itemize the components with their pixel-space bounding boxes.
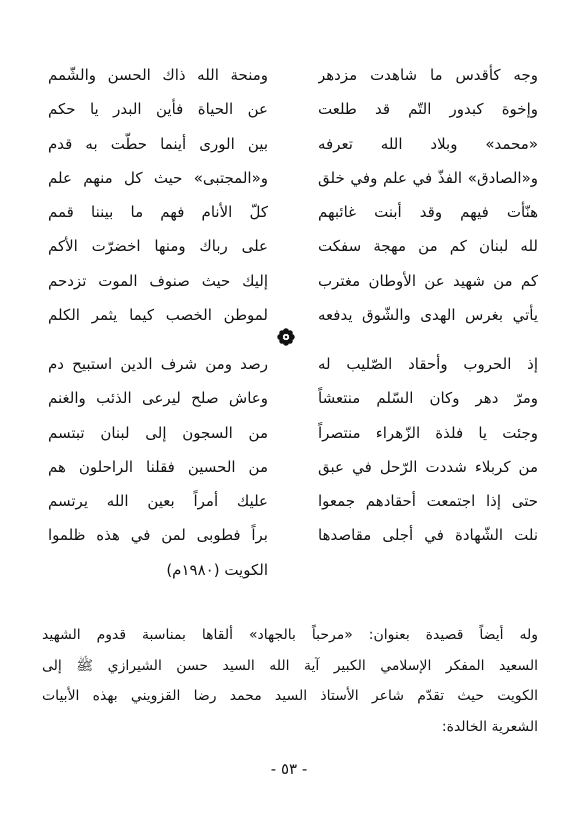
- paragraph-line: السعيد المفكر الإسلامي الكبير آية الله السيد حسن الشيرازي ﷺ إلى: [42, 657, 538, 674]
- verse-line: نلت الشّهادة في أجلى مقاصدها: [318, 526, 538, 545]
- poem-stanza-1: [48, 58, 538, 338]
- verse-line: و«المجتبى» حيث كل منهم علم: [48, 168, 268, 187]
- paragraph-line: وله أيضاً قصيدة بعنوان: «مرحباً بالجهاد» ألقاها بمناسبة قدوم الشهيد: [42, 627, 538, 643]
- paragraph-line: الشعرية الخالدة:: [441, 718, 538, 735]
- verse-line: حتى إذا اجتمعت أحقادهم جمعوا: [318, 492, 538, 511]
- verse-line: عن الحياة فأين البدر يا حكم: [48, 100, 268, 119]
- stanza-2-second-hemistichs: [48, 347, 268, 587]
- flower-ornament-icon: [277, 328, 295, 346]
- verse-line: هنّأت فيهم وقد أبنت غائبهم: [318, 203, 538, 222]
- verse-line: «محمد» وبلاد الله تعرفه: [318, 134, 538, 153]
- verse-line: كلّ الأنام فهم ما بيننا قمم: [48, 203, 268, 222]
- verse-line: رصد ومن شرف الدين استبيح دم: [48, 355, 268, 373]
- verse-line: وعاش صلح ليرعى الذئب والغنم: [48, 389, 268, 408]
- verse-line: من كربلاء شددت الرّحل في عبق: [318, 457, 538, 476]
- stanza-2-first-hemistichs: [318, 347, 538, 553]
- verse-line: لموطن الخصب كيما يثمر الكلم: [48, 306, 268, 325]
- verse-line: إليك حيث صنوف الموت تزدحم: [48, 271, 268, 290]
- verse-line: عليك أمراً بعين الله يرتسم: [48, 492, 268, 511]
- page-number: - ٥٣ -: [270, 760, 308, 778]
- poem-stanza-2: [48, 347, 538, 587]
- verse-line: من الحسين فقلنا الراحلون هم: [48, 457, 268, 476]
- verse-line: إذ الحروب وأحقاد الصّليب له: [318, 355, 538, 373]
- prose-paragraph: [42, 620, 538, 742]
- verse-line: كم من شهيد عن الأوطان مغترب: [318, 271, 538, 290]
- poem-date-signature: الكويت (١٩٨٠م): [166, 560, 268, 579]
- verse-line: يأتي بغرس الهدى والشّوق يدفعه: [318, 306, 538, 325]
- stanza-1-first-hemistichs: [318, 58, 538, 332]
- verse-line: لله لبنان كم من مهجة سفكت: [318, 237, 538, 256]
- verse-line: على رباك ومنها اخضرّت الأكم: [48, 237, 268, 256]
- verse-line: من السجون إلى لبنان تبتسم: [48, 423, 268, 442]
- verse-line: وإخوة كبدور التّم قد طلعت: [318, 100, 538, 119]
- verse-line: و«الصادق» الفذّ في علم وفي خلق: [318, 168, 538, 187]
- stanza-1-second-hemistichs: [48, 58, 268, 332]
- verse-line: وجه كأقدس ما شاهدت مزدهر: [318, 66, 538, 84]
- verse-line: ومنحة الله ذاك الحسن والشّمم: [48, 66, 268, 84]
- verse-line: براً فطوبى لمن في هذه ظلموا: [48, 526, 268, 545]
- verse-line: بين الورى أينما حطّت به قدم: [48, 134, 268, 153]
- verse-line: ومرّ دهر وكان السّلم منتعشاً: [318, 389, 538, 408]
- verse-line: وجئت يا فلذة الزّهراء منتصراً: [318, 423, 538, 442]
- paragraph-line: الكويت حيث تقدّم شاعر الأستاذ السيد محمد رضا القزويني بهذه الأبيات: [42, 688, 538, 704]
